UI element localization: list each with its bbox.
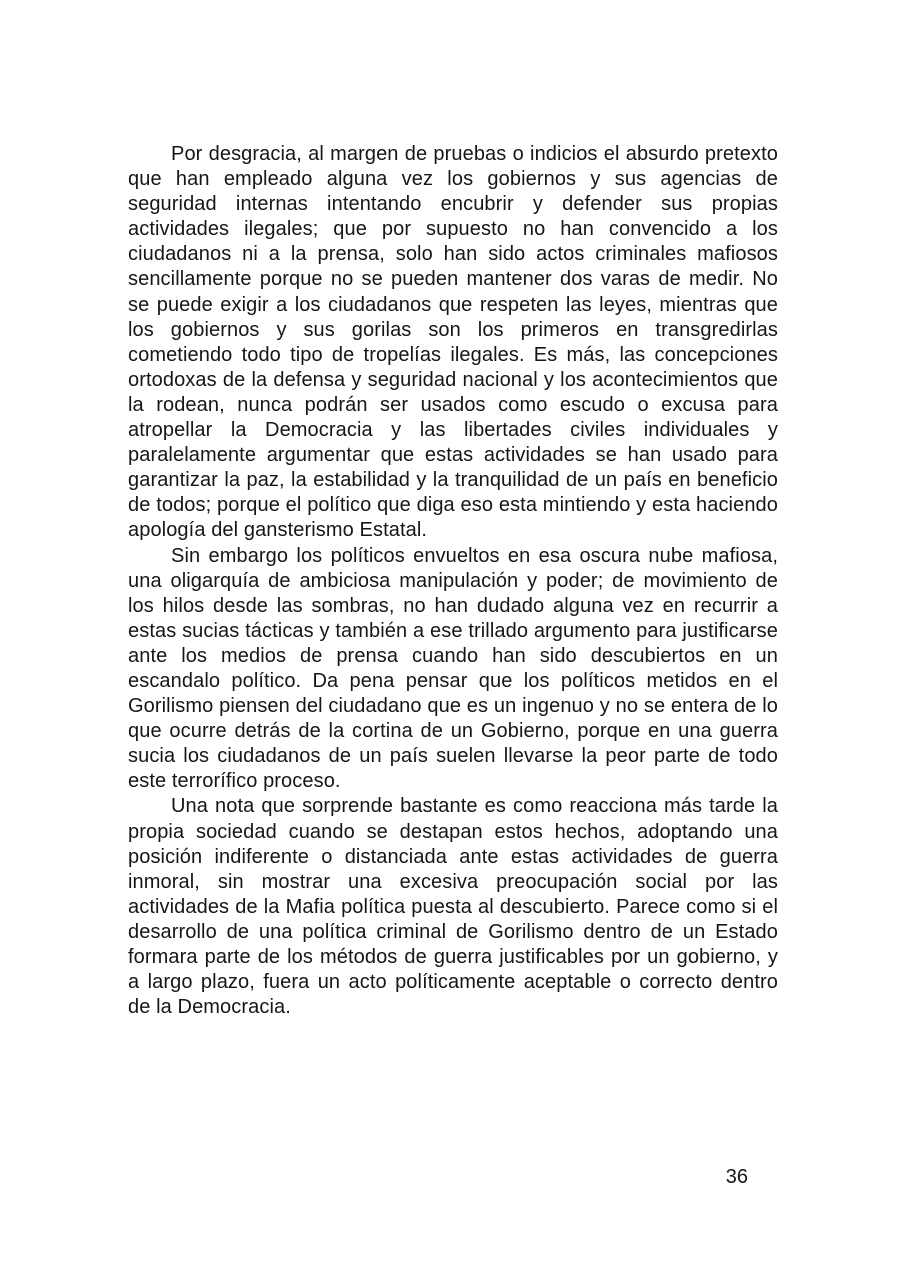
paragraph-2: Sin embargo los políticos envueltos en esa oscura nube mafiosa, una oligarquía de ambiciosa manipulación y poder; de movimiento de los hilos desde las sombras, no han dudado alguna vez en recurrir a estas sucias tácticas y también a ese trillado argumento para justificarse ante los medios de prensa cuando han sido descubiertos en un escandalo político. Da pena pensar que los políticos metidos en el Gorilismo piensen del ciudadano que es un ingenuo y no se entera de lo que ocurre detrás de la cortina de un Gobierno, porque en una guerra sucia los ciudadanos de un país suelen llevarse la peor parte de todo este terrorífico proceso.	[128, 544, 778, 793]
paragraph-1: Por desgracia, al margen de pruebas o indicios el absurdo pretexto que han empleado alguna vez los gobiernos y sus agencias de seguridad internas intentando encubrir y defender sus propias actividades ilegales; que por supuesto no han convencido a los ciudadanos ni a la prensa, solo han sido actos criminales mafiosos sencillamente porque no se pueden mantener dos varas de medir. No se puede exigir a los ciudadanos que respeten las leyes, mientras que los gobiernos y sus gorilas son los primeros en transgredirlas cometiendo todo tipo de tropelías ilegales. Es más, las concepciones ortodoxas de la defensa y seguridad nacional y los acontecimientos que la rodean, nunca podrán ser usados como escudo o excusa para atropellar la Democracia y las libertades civiles individuales y paralelamente argumentar que estas actividades se han usado para garantizar la paz, la estabilidad y la tranquilidad de un país en beneficio de todos; porque el político que diga eso esta mintiendo y esta haciendo apología del gansterismo Estatal.	[128, 143, 778, 542]
paragraph-3: Una nota que sorprende bastante es como reacciona más tarde la propia sociedad cuando se destapan estos hechos, adoptando una posición indiferente o distanciada ante estas actividades de guerra inmoral, sin mostrar una excesiva preocupación social por las actividades de la Mafia política puesta al descubierto. Parece como si el desarrollo de una política criminal de Gorilismo dentro de un Estado formara parte de los métodos de guerra justificables por un gobierno, y a largo plazo, fuera un acto políticamente aceptable o correcto dentro de la Democracia.	[128, 795, 778, 1019]
body-text	[128, 142, 778, 1020]
page-number: 36	[725, 1166, 748, 1188]
